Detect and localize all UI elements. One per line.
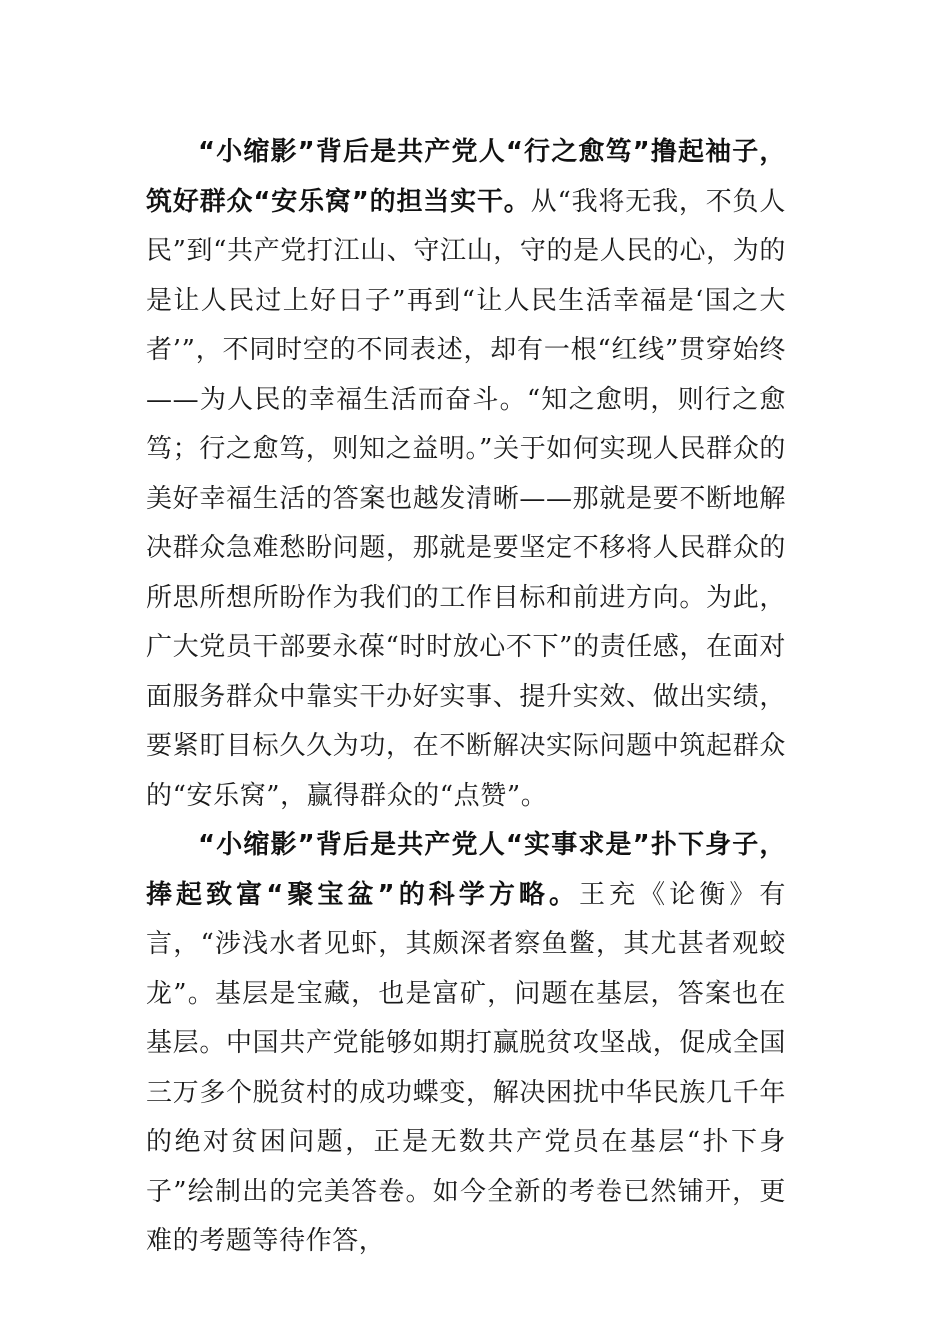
paragraph-2 [146, 821, 786, 1267]
document-body [146, 128, 786, 1267]
paragraph-2-lead: “小缩影”背后是共产党人“实事求是”扑下身子，捧起致富“聚宝盆”的科学方略。 [146, 830, 786, 910]
paragraph-1-lead: “小缩影”背后是共产党人“行之愈笃”撸起袖子，筑好群众“安乐窝”的担当实干。 [146, 137, 786, 217]
paragraph-1-body: 从“我将无我，不负人民”到“共产党打江山、守江山，守的是人民的心，为的是让人民过上好日子”再到“让人民生活幸福是‘国之大者’”，不同时空的不同表述，却有一根“红线”贯穿始终——为人民的幸福生活而奋斗。“知之愈明，则行之愈笃；行之愈笃，则知之益明。”关于如何实现人民群众的美好幸福生活的答案也越发清晰——那就是要不断地解决群众急难愁盼问题，那就是要坚定不移将人民群众的所思所想所盼作为我们的工作目标和前进方向。为此，广大党员干部要永葆“时时放心不下”的责任感，在面对面服务群众中靠实干办好实事、提升实效、做出实绩，要紧盯目标久久为功，在不断解决实际问题中筑起群众的“安乐窝”，赢得群众的“点赞”。 [146, 186, 786, 811]
paragraph-1 [146, 128, 786, 821]
paragraph-2-body: 王充《论衡》有言，“涉浅水者见虾，其颇深者察鱼鳖，其尤甚者观蛟龙”。基层是宝藏，也是富矿，问题在基层，答案也在基层。中国共产党能够如期打赢脱贫攻坚战，促成全国三万多个脱贫村的成功蝶变，解决困扰中华民族几千年的绝对贫困问题，正是无数共产党员在基层“扑下身子”绘制出的完美答卷。如今全新的考卷已然铺开，更难的考题等待作答， [146, 879, 786, 1256]
